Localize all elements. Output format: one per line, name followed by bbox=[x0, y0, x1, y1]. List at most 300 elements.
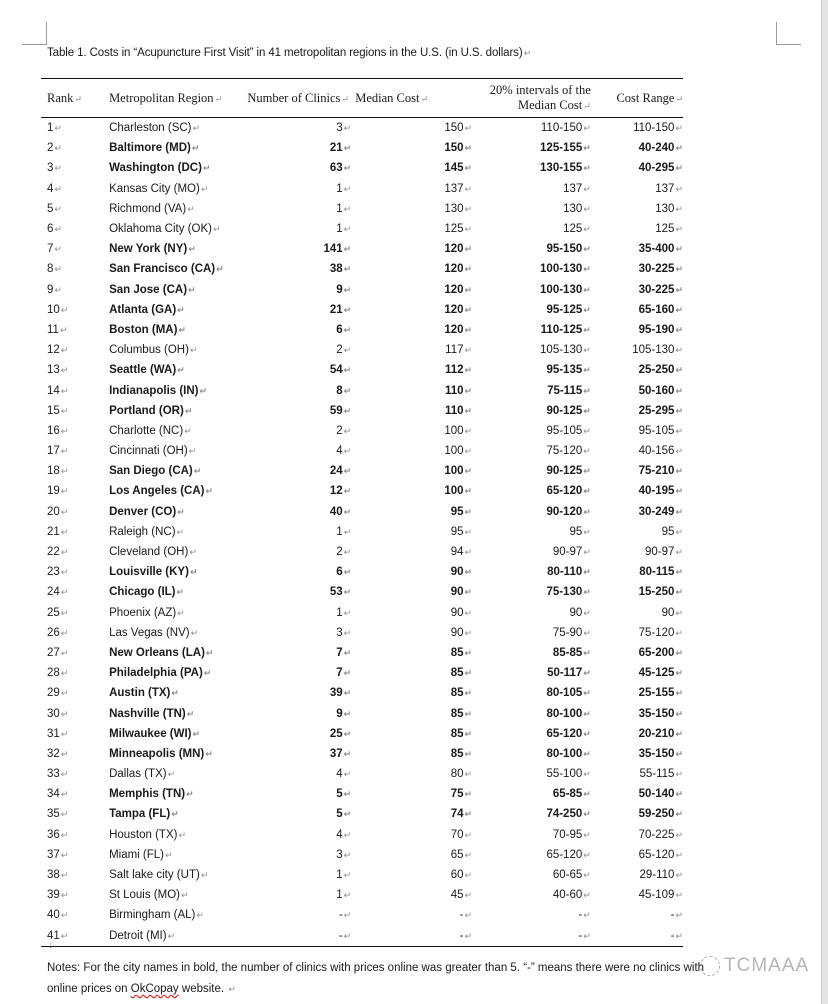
cell-clinics bbox=[247, 360, 351, 380]
paragraph-mark-icon: ↵ bbox=[191, 143, 200, 154]
cell-region-value: Louisville (KY) bbox=[109, 566, 189, 579]
paragraph-mark-icon: ↵ bbox=[184, 425, 192, 436]
cell-rank bbox=[41, 623, 109, 643]
paragraph-mark-icon: ↵ bbox=[675, 627, 683, 638]
cell-region-value: Miami (FL) bbox=[109, 848, 165, 861]
cell-median bbox=[351, 239, 472, 259]
cell-interval-value: 55-100 bbox=[546, 768, 583, 781]
cell-range bbox=[591, 885, 683, 905]
cell-clinics bbox=[247, 663, 351, 683]
paragraph-mark-icon: ↵ bbox=[165, 849, 173, 860]
cell-region bbox=[109, 703, 247, 723]
paragraph-mark-icon: ↵ bbox=[464, 224, 473, 235]
paragraph-mark-icon: ↵ bbox=[343, 405, 352, 416]
table-row bbox=[41, 865, 683, 885]
paragraph-mark-icon: ↵ bbox=[675, 425, 683, 436]
cell-range bbox=[591, 179, 683, 199]
cell-interval-value: 105-130 bbox=[540, 344, 583, 357]
cell-region-value: Baltimore (MD) bbox=[109, 142, 191, 155]
cell-range bbox=[591, 804, 683, 824]
cell-range bbox=[591, 744, 683, 764]
paragraph-mark-icon: ↵ bbox=[54, 224, 62, 235]
cell-interval bbox=[472, 300, 591, 320]
paragraph-mark-icon: ↵ bbox=[675, 769, 683, 780]
cell-region bbox=[109, 764, 247, 784]
paragraph-mark-icon: ↵ bbox=[675, 264, 683, 275]
cell-range bbox=[591, 401, 683, 421]
cell-rank bbox=[41, 179, 109, 199]
cell-rank bbox=[41, 804, 109, 824]
cell-interval bbox=[472, 158, 591, 178]
cell-interval bbox=[472, 865, 591, 885]
cell-region-value: Portland (OR) bbox=[109, 404, 184, 417]
cell-interval bbox=[472, 542, 591, 562]
cell-region-value: Birmingham (AL) bbox=[109, 909, 196, 922]
paragraph-mark-icon: ↵ bbox=[583, 163, 591, 174]
cell-region-value: Las Vegas (NV) bbox=[109, 626, 190, 639]
cell-range bbox=[591, 280, 683, 300]
paragraph-mark-icon: ↵ bbox=[187, 203, 195, 214]
cell-rank bbox=[41, 582, 109, 602]
cell-interval bbox=[472, 724, 591, 744]
paragraph-mark-icon: ↵ bbox=[675, 547, 683, 558]
cell-clinics-value: 21 bbox=[329, 142, 343, 155]
paragraph-mark-icon: ↵ bbox=[583, 890, 591, 901]
cell-range-value: 50-160 bbox=[638, 384, 675, 397]
cell-rank-value: 1 bbox=[47, 122, 54, 135]
cell-range-value: 45-109 bbox=[638, 889, 675, 902]
cell-range bbox=[591, 421, 683, 441]
cell-clinics bbox=[247, 179, 351, 199]
cell-range-value: 40-156 bbox=[638, 445, 675, 458]
paragraph-mark-icon: ↵ bbox=[583, 809, 591, 820]
table-row bbox=[41, 522, 683, 542]
cell-interval-value: - bbox=[578, 929, 583, 942]
cell-median-value: 100 bbox=[444, 465, 464, 478]
table-row bbox=[41, 380, 683, 400]
cell-median-value: 85 bbox=[450, 646, 464, 659]
paragraph-mark-icon: ↵ bbox=[192, 728, 201, 739]
cell-median-value: - bbox=[459, 909, 464, 922]
cell-region bbox=[109, 421, 247, 441]
cell-region-value: Charleston (SC) bbox=[109, 122, 192, 135]
cell-clinics-value: 3 bbox=[336, 626, 343, 639]
cell-median-value: 150 bbox=[444, 142, 464, 155]
paragraph-mark-icon: ↵ bbox=[343, 244, 352, 255]
cell-interval-value: 110-150 bbox=[540, 122, 583, 135]
cell-rank bbox=[41, 239, 109, 259]
cell-range bbox=[591, 138, 683, 158]
cell-median-value: 120 bbox=[444, 243, 464, 256]
cell-rank-value: 4 bbox=[47, 182, 54, 195]
paragraph-mark-icon: ↵ bbox=[464, 748, 473, 759]
cell-rank bbox=[41, 603, 109, 623]
cell-clinics-value: 8 bbox=[336, 384, 343, 397]
cell-region bbox=[109, 441, 247, 461]
cell-median bbox=[351, 764, 472, 784]
cell-range-value: 30-225 bbox=[638, 263, 675, 276]
cell-range-value: 65-160 bbox=[638, 303, 675, 316]
cell-interval-value: 90-125 bbox=[546, 404, 583, 417]
cell-median-value: 90 bbox=[450, 626, 464, 639]
cell-rank-value: 31 bbox=[47, 727, 60, 740]
paragraph-mark-icon: ↵ bbox=[583, 425, 591, 436]
cell-rank-value: 5 bbox=[47, 202, 54, 215]
cell-clinics-value: 38 bbox=[329, 263, 343, 276]
paragraph-mark-icon: ↵ bbox=[675, 668, 683, 679]
table-body bbox=[41, 118, 683, 947]
table-row bbox=[41, 360, 683, 380]
window-scrollbar-edge bbox=[821, 0, 828, 1004]
cell-clinics bbox=[247, 724, 351, 744]
cell-clinics-value: 9 bbox=[336, 707, 343, 720]
table-row bbox=[41, 502, 683, 522]
table-row bbox=[41, 603, 683, 623]
cell-median-value: 70 bbox=[450, 828, 464, 841]
cell-rank-value: 29 bbox=[47, 687, 60, 700]
paragraph-mark-icon: ↵ bbox=[464, 647, 473, 658]
cell-clinics-value: 12 bbox=[329, 485, 343, 498]
cell-clinics-value: 1 bbox=[336, 606, 343, 619]
cell-rank bbox=[41, 724, 109, 744]
paragraph-mark-icon: ↵ bbox=[205, 486, 214, 497]
notes-line-2-start: online prices on bbox=[47, 983, 131, 995]
paragraph-mark-icon: ↵ bbox=[583, 264, 591, 275]
cell-clinics-value: 21 bbox=[329, 303, 343, 316]
cell-rank bbox=[41, 441, 109, 461]
caption-text: Table 1. Costs in “Acupuncture First Visit” in 41 metropolitan regions in the U.S. (in U.S. dollars) bbox=[47, 47, 523, 59]
cell-clinics bbox=[247, 865, 351, 885]
paragraph-mark-icon: ↵ bbox=[54, 244, 62, 255]
table-row bbox=[41, 784, 683, 804]
cell-rank bbox=[41, 542, 109, 562]
cell-region bbox=[109, 804, 247, 824]
paragraph-mark-icon: ↵ bbox=[675, 365, 683, 376]
paragraph-mark-icon: ↵ bbox=[675, 304, 683, 315]
paragraph-mark-icon: ↵ bbox=[343, 506, 352, 517]
paragraph-mark-icon: ↵ bbox=[189, 567, 198, 578]
cell-clinics bbox=[247, 401, 351, 421]
paragraph-mark-icon: ↵ bbox=[464, 708, 473, 719]
cell-median bbox=[351, 623, 472, 643]
cell-range-value: 65-200 bbox=[638, 646, 675, 659]
paragraph-mark-icon: ↵ bbox=[343, 224, 352, 235]
cell-rank bbox=[41, 138, 109, 158]
cell-median bbox=[351, 562, 472, 582]
table-row bbox=[41, 542, 683, 562]
table-row bbox=[41, 300, 683, 320]
paragraph-mark-icon: ↵ bbox=[343, 789, 352, 800]
paragraph-mark-icon: ↵ bbox=[583, 789, 591, 800]
cell-clinics-value: 1 bbox=[336, 869, 343, 882]
cell-region-value: Philadelphia (PA) bbox=[109, 667, 203, 680]
paragraph-mark-icon: ↵ bbox=[343, 587, 352, 598]
cell-region bbox=[109, 158, 247, 178]
cell-median bbox=[351, 905, 472, 925]
header-clinics: Number of Clinics↵ bbox=[247, 79, 351, 118]
cell-interval-value: 75-130 bbox=[546, 586, 583, 599]
paragraph-mark-icon: ↵ bbox=[343, 708, 352, 719]
paragraph-mark-icon: ↵ bbox=[203, 668, 212, 679]
paragraph-mark-icon: ↵ bbox=[464, 244, 473, 255]
cell-region-value: Charlotte (NC) bbox=[109, 424, 184, 437]
paragraph-mark-icon: ↵ bbox=[343, 264, 352, 275]
paragraph-mark-icon: ↵ bbox=[343, 183, 352, 194]
cell-rank bbox=[41, 643, 109, 663]
paragraph-mark-icon: ↵ bbox=[60, 930, 69, 941]
cell-range-value: 25-295 bbox=[638, 404, 675, 417]
cell-range bbox=[591, 340, 683, 360]
cell-region bbox=[109, 239, 247, 259]
cell-median bbox=[351, 360, 472, 380]
cell-interval bbox=[472, 219, 591, 239]
cell-range-value: 65-120 bbox=[638, 848, 675, 861]
cell-region-value: Cincinnati (OH) bbox=[109, 445, 188, 458]
cell-median-value: - bbox=[459, 929, 464, 942]
cell-rank-value: 38 bbox=[47, 869, 60, 882]
cell-region bbox=[109, 401, 247, 421]
paragraph-mark-icon: ↵ bbox=[464, 324, 473, 335]
cell-rank-value: 33 bbox=[47, 768, 60, 781]
cell-interval bbox=[472, 905, 591, 925]
cell-range-value: 40-295 bbox=[638, 162, 675, 175]
paragraph-mark-icon: ↵ bbox=[188, 446, 197, 457]
cell-rank-value: 34 bbox=[47, 788, 60, 801]
cell-range bbox=[591, 562, 683, 582]
paragraph-mark-icon: ↵ bbox=[583, 224, 591, 235]
paragraph-mark-icon: ↵ bbox=[343, 748, 352, 759]
cell-clinics bbox=[247, 138, 351, 158]
cell-range bbox=[591, 764, 683, 784]
cell-region-value: San Diego (CA) bbox=[109, 465, 193, 478]
cell-interval bbox=[472, 380, 591, 400]
paragraph-mark-icon: ↵ bbox=[523, 48, 532, 58]
cell-clinics bbox=[247, 683, 351, 703]
cell-region bbox=[109, 724, 247, 744]
cell-region bbox=[109, 643, 247, 663]
paragraph-mark-icon: ↵ bbox=[60, 405, 69, 416]
cell-rank-value: 9 bbox=[47, 283, 54, 296]
cell-median-value: 95 bbox=[450, 525, 464, 538]
cell-median-value: 120 bbox=[444, 303, 464, 316]
paragraph-mark-icon: ↵ bbox=[675, 930, 683, 941]
cell-rank-value: 12 bbox=[47, 344, 60, 357]
table-row bbox=[41, 804, 683, 824]
cell-clinics-value: 24 bbox=[329, 465, 343, 478]
paragraph-mark-icon: ↵ bbox=[675, 203, 683, 214]
cell-rank bbox=[41, 825, 109, 845]
paragraph-mark-icon: ↵ bbox=[186, 789, 194, 800]
paragraph-mark-icon: ↵ bbox=[583, 769, 591, 780]
cell-clinics-value: 63 bbox=[329, 162, 343, 175]
cell-region-value: Raleigh (NC) bbox=[109, 525, 176, 538]
cell-interval bbox=[472, 582, 591, 602]
cell-clinics-value: 7 bbox=[336, 646, 343, 659]
cell-median-value: 100 bbox=[444, 445, 464, 458]
cell-interval-value: 80-100 bbox=[546, 747, 583, 760]
table-notes bbox=[47, 958, 767, 1000]
cell-clinics-value: 141 bbox=[323, 243, 343, 256]
table-row bbox=[41, 703, 683, 723]
cell-clinics-value: 3 bbox=[336, 848, 343, 861]
cell-region bbox=[109, 582, 247, 602]
paragraph-mark-icon: ↵ bbox=[343, 688, 352, 699]
cell-median bbox=[351, 683, 472, 703]
cell-median bbox=[351, 199, 472, 219]
cell-clinics-value: 25 bbox=[329, 727, 343, 740]
cell-interval bbox=[472, 603, 591, 623]
cell-interval-value: 125 bbox=[563, 223, 583, 236]
cell-interval bbox=[472, 804, 591, 824]
cell-range bbox=[591, 441, 683, 461]
paragraph-mark-icon: ↵ bbox=[675, 607, 683, 618]
cell-interval-value: 137 bbox=[563, 182, 583, 195]
paragraph-mark-icon: ↵ bbox=[343, 425, 352, 436]
paragraph-mark-icon: ↵ bbox=[675, 506, 683, 517]
cell-median-value: 110 bbox=[444, 384, 464, 397]
paragraph-mark-icon: ↵ bbox=[343, 809, 352, 820]
table-row bbox=[41, 158, 683, 178]
paragraph-mark-icon: ↵ bbox=[189, 547, 197, 558]
paragraph-mark-icon: ↵ bbox=[464, 506, 473, 517]
cell-region bbox=[109, 885, 247, 905]
cell-interval bbox=[472, 441, 591, 461]
cell-clinics-value: 2 bbox=[336, 546, 343, 559]
paragraph-mark-icon: ↵ bbox=[200, 870, 209, 881]
cell-median-value: 130 bbox=[444, 202, 464, 215]
paragraph-mark-icon: ↵ bbox=[343, 547, 352, 558]
cell-interval-value: 110-125 bbox=[540, 323, 583, 336]
paragraph-mark-icon: ↵ bbox=[343, 930, 352, 941]
cell-range-value: 35-150 bbox=[638, 707, 675, 720]
cell-range-value: 75-210 bbox=[638, 465, 675, 478]
paragraph-mark-icon: ↵ bbox=[60, 466, 69, 477]
cell-range-value: - bbox=[670, 929, 675, 942]
cell-range-value: 125 bbox=[655, 223, 675, 236]
table-row bbox=[41, 421, 683, 441]
cell-rank bbox=[41, 905, 109, 925]
table-row bbox=[41, 320, 683, 340]
paragraph-mark-icon: ↵ bbox=[60, 587, 69, 598]
cell-region bbox=[109, 179, 247, 199]
cell-median bbox=[351, 885, 472, 905]
cell-clinics-value: 6 bbox=[336, 323, 343, 336]
table-row bbox=[41, 764, 683, 784]
cell-range-value: 35-400 bbox=[638, 243, 675, 256]
cell-range-value: 25-250 bbox=[638, 364, 675, 377]
paragraph-mark-icon: ↵ bbox=[212, 224, 221, 235]
cell-interval bbox=[472, 138, 591, 158]
cell-interval bbox=[472, 885, 591, 905]
cell-median-value: 125 bbox=[444, 223, 464, 236]
paragraph-mark-icon: ↵ bbox=[343, 728, 352, 739]
paragraph-mark-icon: ↵ bbox=[464, 284, 473, 295]
cell-region bbox=[109, 905, 247, 925]
cell-median bbox=[351, 179, 472, 199]
paragraph-mark-icon: ↵ bbox=[60, 567, 69, 578]
paragraph-mark-icon: ↵ bbox=[583, 849, 591, 860]
cell-range bbox=[591, 663, 683, 683]
cell-rank-value: 32 bbox=[47, 747, 60, 760]
cell-rank-value: 2 bbox=[47, 142, 54, 155]
cell-interval bbox=[472, 199, 591, 219]
cell-region-value: New Orleans (LA) bbox=[109, 646, 205, 659]
paragraph-mark-icon: ↵ bbox=[583, 486, 591, 497]
notes-line-1: Notes: For the city names in bold, the number of clinics with prices online was greater than 5. “-” means there were no clinics with bbox=[47, 962, 705, 974]
cell-region-value: Detroit (MI) bbox=[109, 929, 167, 942]
paragraph-mark-icon: ↵ bbox=[177, 506, 185, 517]
cell-region-value: Tampa (FL) bbox=[109, 808, 171, 821]
cell-region-value: Phoenix (AZ) bbox=[109, 606, 177, 619]
header-median: Median Cost↵ bbox=[351, 79, 472, 118]
cell-interval bbox=[472, 239, 591, 259]
cell-median bbox=[351, 643, 472, 663]
cell-range-value: 110-150 bbox=[633, 122, 675, 135]
cell-median-value: 85 bbox=[450, 727, 464, 740]
paragraph-mark-icon: ↵ bbox=[343, 627, 352, 638]
paragraph-mark-icon: ↵ bbox=[675, 809, 683, 820]
cell-region bbox=[109, 623, 247, 643]
table-row bbox=[41, 683, 683, 703]
cell-region-value: San Francisco (CA) bbox=[109, 263, 216, 276]
cell-range bbox=[591, 158, 683, 178]
cell-rank-value: 24 bbox=[47, 586, 60, 599]
cell-interval-value: 80-105 bbox=[546, 687, 583, 700]
cell-median-value: 120 bbox=[444, 263, 464, 276]
cell-rank-value: 35 bbox=[47, 808, 60, 821]
cell-range-value: 15-250 bbox=[638, 586, 675, 599]
paragraph-mark-icon: ↵ bbox=[675, 567, 683, 578]
paragraph-mark-icon: ↵ bbox=[464, 849, 473, 860]
cell-median bbox=[351, 138, 472, 158]
paragraph-mark-icon: ↵ bbox=[343, 466, 352, 477]
paragraph-mark-icon: ↵ bbox=[675, 748, 683, 759]
cell-clinics bbox=[247, 320, 351, 340]
cell-region bbox=[109, 481, 247, 501]
cell-clinics-value: - bbox=[338, 929, 343, 942]
cell-median bbox=[351, 784, 472, 804]
paragraph-mark-icon: ↵ bbox=[199, 385, 208, 396]
paragraph-mark-icon: ↵ bbox=[167, 930, 176, 941]
cell-rank-value: 6 bbox=[47, 223, 54, 236]
cell-median bbox=[351, 441, 472, 461]
cell-interval bbox=[472, 845, 591, 865]
spellcheck-flagged-word[interactable]: OkCopay bbox=[130, 983, 179, 995]
table-row bbox=[41, 562, 683, 582]
cell-interval-value: 95-150 bbox=[546, 243, 583, 256]
cell-region bbox=[109, 300, 247, 320]
cell-clinics-value: 1 bbox=[336, 182, 343, 195]
cell-median bbox=[351, 865, 472, 885]
paragraph-mark-icon: ↵ bbox=[675, 890, 683, 901]
paragraph-mark-icon: ↵ bbox=[343, 486, 352, 497]
cell-clinics-value: 7 bbox=[336, 667, 343, 680]
paragraph-mark-icon: ↵ bbox=[343, 607, 352, 618]
paragraph-mark-icon: ↵ bbox=[583, 284, 591, 295]
paragraph-mark-icon: ↵ bbox=[343, 446, 352, 457]
cell-clinics bbox=[247, 502, 351, 522]
cell-clinics-value: 1 bbox=[336, 223, 343, 236]
paragraph-mark-icon: ↵ bbox=[60, 789, 69, 800]
table-row bbox=[41, 179, 683, 199]
cell-clinics bbox=[247, 522, 351, 542]
cell-interval bbox=[472, 280, 591, 300]
cell-rank bbox=[41, 764, 109, 784]
cell-range-value: 35-150 bbox=[638, 747, 675, 760]
page-corner-mark-top-right bbox=[776, 22, 801, 45]
paragraph-mark-icon: ↵ bbox=[343, 304, 352, 315]
cell-clinics-value: 9 bbox=[336, 283, 343, 296]
